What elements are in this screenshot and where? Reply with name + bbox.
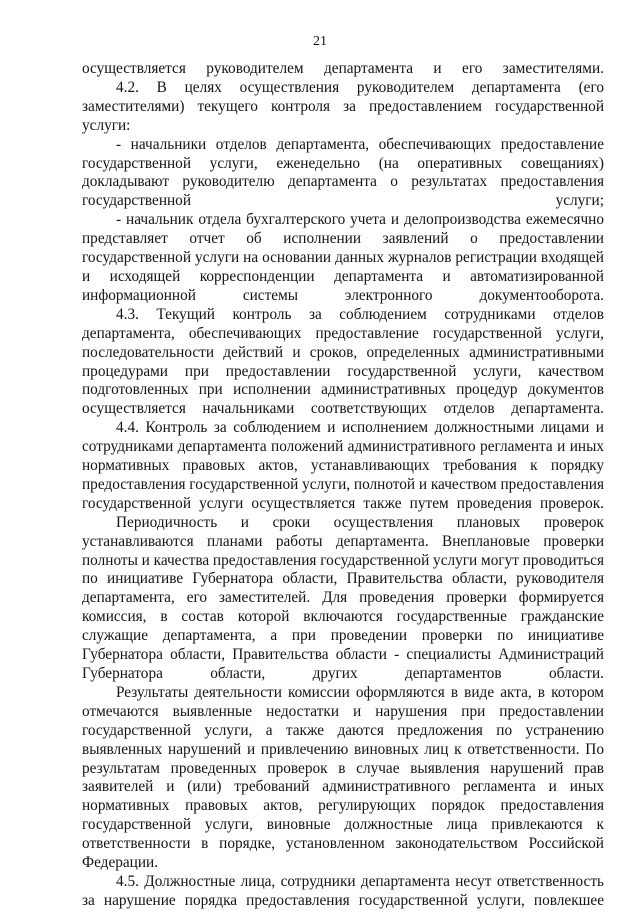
text-line: [82, 192, 604, 211]
text-line: [82, 627, 604, 646]
line-text: за нарушение порядка предоставления государственной услуги, повлекшее: [82, 891, 605, 909]
text-line: [82, 854, 604, 873]
document-body: [82, 60, 604, 911]
line-text: - начальники отделов департамента, обеспечивающих предоставление: [116, 135, 605, 153]
text-line: [82, 892, 604, 911]
paragraph: [82, 684, 604, 873]
text-line: [82, 816, 604, 835]
text-line: [82, 438, 604, 457]
text-line: [82, 533, 604, 552]
text-line: [82, 608, 604, 627]
line-text: результатам проведенных проверок в случае выявления нарушений прав: [82, 759, 605, 777]
line-text: государственной услуги осуществляется также путем проведения проверок.: [82, 494, 604, 512]
paragraph: [82, 419, 604, 514]
text-line: [82, 325, 604, 344]
text-line: [82, 760, 604, 779]
line-text: 4.3. Текущий контроль за соблюдением сотрудниками отделов: [116, 305, 604, 323]
line-text: осуществляется начальниками соответствующих отделов департамента.: [82, 400, 604, 418]
paragraph: [82, 79, 604, 136]
line-text: по инициативе Губернатора области, Правительства области, руководителя: [82, 570, 605, 588]
text-line: [82, 476, 604, 495]
paragraph: [82, 514, 604, 684]
line-text: информационной системы электронного документооборота.: [82, 286, 604, 304]
line-text: услуги:: [82, 116, 131, 134]
text-line: [82, 306, 604, 325]
text-line: [82, 419, 604, 438]
line-text: ответственности в порядке, установленном законодательством Российской: [82, 835, 604, 853]
text-line: [82, 646, 604, 665]
line-text: представляет отчет об исполнении заявлений о предоставлении: [82, 230, 604, 248]
paragraph: [82, 211, 604, 306]
line-text: 4.4. Контроль за соблюдением и исполнением должностными лицами и: [116, 419, 604, 437]
text-line: [82, 249, 604, 268]
line-text: и исходящей корреспонденции департамента и автоматизированной: [82, 267, 604, 285]
line-text: выявленных нарушений и привлечению виновных лиц к ответственности. По: [82, 740, 604, 758]
text-line: [82, 495, 604, 514]
text-line: [82, 136, 604, 155]
text-line: [82, 552, 604, 571]
text-line: [82, 381, 604, 400]
line-text: Губернатора области, других департаментов области.: [82, 665, 604, 682]
paragraph: [82, 873, 604, 911]
text-line: [82, 79, 604, 98]
text-line: [82, 778, 604, 797]
text-line: [82, 873, 604, 892]
paragraph: [82, 306, 604, 419]
line-text: департамента, обеспечивающих предоставление государственной услуги,: [82, 324, 605, 342]
line-text: отмечаются выявленные недостатки и нарушения при предоставлении: [82, 702, 604, 720]
line-text: последовательности действий и сроков, определенных административными: [82, 343, 605, 361]
line-text: заместителями) текущего контроля за предоставлением государственной: [82, 97, 605, 115]
line-text: полноты и качества предоставления государственной услуги могут проводиться: [82, 551, 605, 569]
text-line: [82, 363, 604, 382]
text-line: [82, 741, 604, 760]
line-text: государственной услуги на основании данных журналов регистрации входящей: [82, 249, 604, 267]
line-text: сотрудниками департамента положений административного регламента и иных: [82, 438, 604, 456]
text-line: [82, 457, 604, 476]
text-line: [82, 703, 604, 722]
line-text: процедурами при предоставлении государственной услуги, качеством: [82, 362, 605, 380]
line-text: служащие департамента, а при проведении проверки по инициативе: [82, 627, 604, 645]
line-text: государственной услуги;: [82, 192, 604, 210]
line-text: Федерации.: [82, 854, 159, 872]
line-text: Губернатора области, Правительства области - специалисты Администраций: [82, 646, 604, 664]
line-text: 4.2. В целях осуществления руководителем департамента (его: [116, 78, 604, 96]
text-line: [82, 344, 604, 363]
line-text: 4.5. Должностные лица, сотрудники департамента несут ответственность: [116, 872, 604, 890]
line-text: заявителей и (или) требований административного регламента и иных: [82, 778, 604, 796]
line-text: докладывают руководителю департамента о результатах предоставления: [82, 173, 605, 191]
line-text: Результаты деятельности комиссии оформляются в виде акта, в котором: [116, 683, 604, 701]
text-line: [82, 400, 604, 419]
line-text: нормативных правовых актов, устанавливающих требования к порядку: [82, 457, 605, 475]
line-text: осуществляется руководителем департамента и его заместителями.: [82, 60, 604, 77]
text-line: [82, 268, 604, 287]
text-line: [82, 98, 604, 117]
line-text: Периодичность и сроки осуществления плановых проверок: [116, 513, 604, 531]
line-text: - начальник отдела бухгалтерского учета и делопроизводства ежемесячно: [116, 211, 604, 229]
text-line: [82, 155, 604, 174]
line-text: государственной услуги, виновные должностные лица привлекаются к: [82, 816, 604, 834]
paragraph: [82, 60, 604, 79]
line-text: предоставления государственной услуги, полнотой и качеством предоставления: [82, 475, 605, 493]
line-text: комиссия, в состав которой включаются государственные гражданские: [82, 608, 604, 626]
page-number: 21: [313, 34, 327, 49]
line-text: государственной услуги, а также даются предложения по устранению: [82, 721, 604, 739]
line-text: устанавливаются планами работы департамента. Внеплановые проверки: [82, 532, 604, 550]
text-line: [82, 570, 604, 589]
text-line: [82, 722, 604, 741]
text-line: [82, 797, 604, 816]
text-line: [82, 665, 604, 684]
text-line: [82, 684, 604, 703]
text-line: [82, 60, 604, 79]
text-line: [82, 589, 604, 608]
text-line: [82, 211, 604, 230]
line-text: нормативных правовых актов, регулирующих порядок предоставления: [82, 797, 604, 815]
line-text: департамента, его заместителей. Для проведения проверки формируется: [82, 589, 604, 607]
text-line: [82, 514, 604, 533]
text-line: [82, 117, 604, 136]
text-line: [82, 230, 604, 249]
text-line: [82, 835, 604, 854]
paragraph: [82, 136, 604, 212]
text-line: [82, 173, 604, 192]
line-text: подготовленных при исполнении административных процедур документов: [82, 381, 604, 399]
text-line: [82, 287, 604, 306]
line-text: государственной услуги, еженедельно (на оперативных совещаниях): [82, 154, 605, 172]
